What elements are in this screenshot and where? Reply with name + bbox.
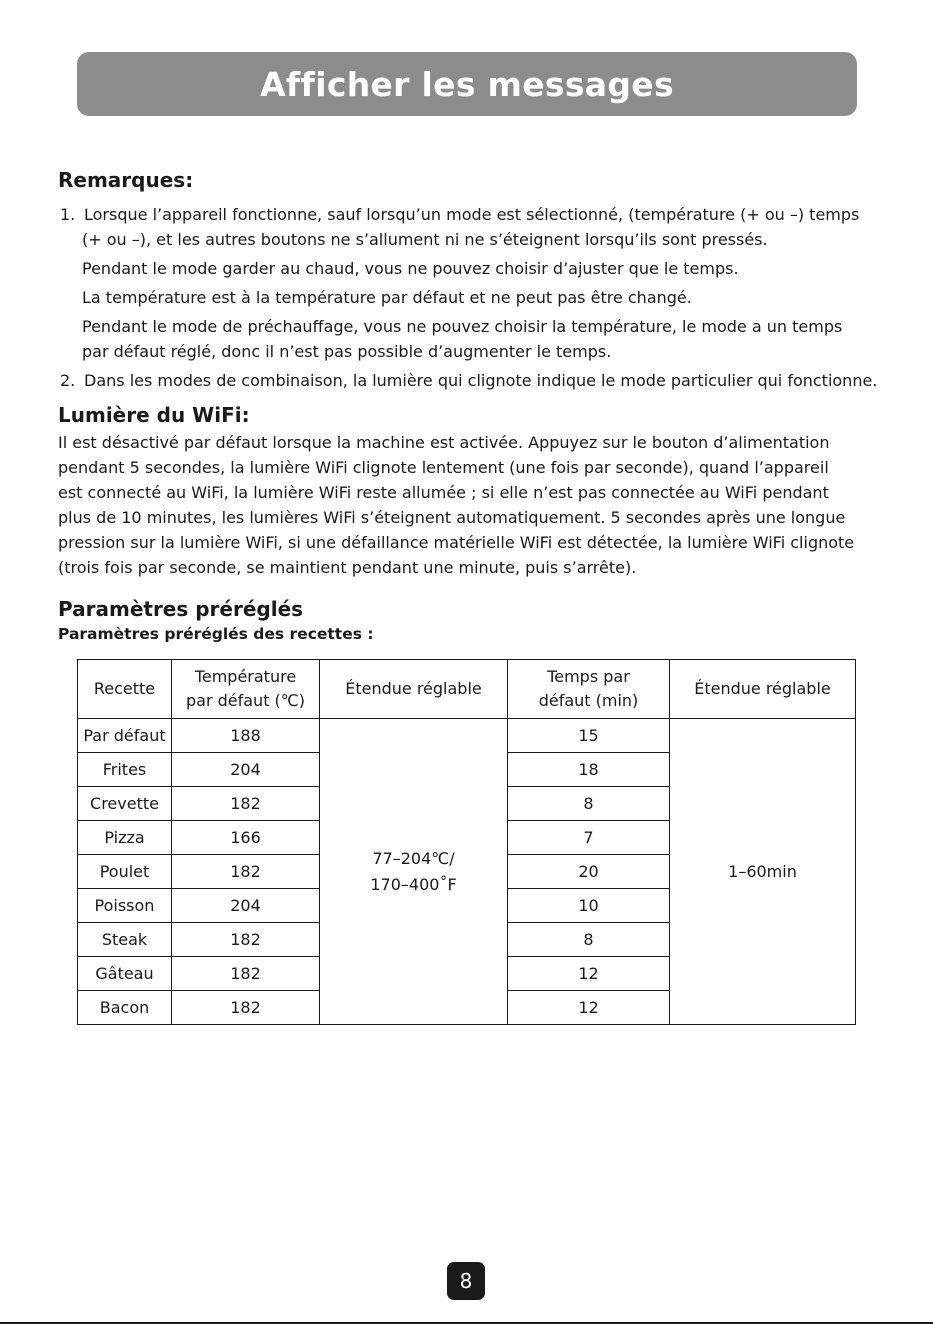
remark-line xyxy=(58,202,908,227)
time-cell: 12 xyxy=(508,991,670,1025)
title-banner xyxy=(77,52,857,116)
temp-range-fahrenheit: 170–400˚F xyxy=(370,874,457,894)
page-title: Afficher les messages xyxy=(260,64,674,104)
remark-text: Lorsque l’appareil fonctionne, sauf lorsqu’un mode est sélectionné, (température (+ ou –) temps xyxy=(84,205,860,224)
temp-cell: 182 xyxy=(172,923,320,957)
presets-subheading: Paramètres préréglés des recettes : xyxy=(58,625,374,643)
remarks-list xyxy=(58,202,908,393)
temp-cell: 182 xyxy=(172,957,320,991)
remarks-heading: Remarques: xyxy=(58,168,194,192)
recipe-cell: Gâteau xyxy=(78,957,172,991)
remark-text: Dans les modes de combinaison, la lumière qui clignote indique le mode particulier qui fonctionne. xyxy=(84,371,878,390)
column-header-line: par défaut (℃) xyxy=(185,691,305,710)
recipe-cell: Crevette xyxy=(78,787,172,821)
remark-text: Pendant le mode garder au chaud, vous ne pouvez choisir d’ajuster que le temps. xyxy=(82,259,739,278)
page-number: 8 xyxy=(459,1269,473,1293)
temp-cell: 166 xyxy=(172,821,320,855)
recipe-cell: Par défaut xyxy=(78,719,172,753)
time-cell: 10 xyxy=(508,889,670,923)
remark-number: 2. xyxy=(60,371,76,390)
wifi-line: pendant 5 secondes, la lumière WiFi clignote lentement (une fois par seconde), quand l’appareil xyxy=(58,458,829,477)
remark-text: (+ ou –), et les autres boutons ne s’allument ni ne s’éteignent lorsqu’ils sont pressés. xyxy=(82,230,768,249)
remark-number: 1. xyxy=(60,205,76,224)
remark-line xyxy=(58,314,908,339)
wifi-line: (trois fois par seconde, se maintient pendant une minute, puis s’arrête). xyxy=(58,558,637,577)
time-cell: 18 xyxy=(508,753,670,787)
remark-text: par défaut réglé, donc il n’est pas possible d’augmenter le temps. xyxy=(82,342,612,361)
wifi-line: Il est désactivé par défaut lorsque la machine est activée. Appuyez sur le bouton d’alimentation xyxy=(58,433,830,452)
wifi-paragraph xyxy=(58,430,908,580)
wifi-line: pression sur la lumière WiFi, si une défaillance matérielle WiFi est détectée, la lumière WiFi clignote xyxy=(58,533,855,552)
temp-cell: 188 xyxy=(172,719,320,753)
recipe-cell: Poisson xyxy=(78,889,172,923)
temp-cell: 204 xyxy=(172,889,320,923)
temp-cell: 182 xyxy=(172,991,320,1025)
time-cell: 7 xyxy=(508,821,670,855)
table-header-row xyxy=(78,660,856,719)
column-header-default-time xyxy=(508,660,670,719)
table-row xyxy=(78,719,856,753)
remark-line xyxy=(58,227,908,252)
temp-cell: 204 xyxy=(172,753,320,787)
column-header-line: Température xyxy=(194,667,297,686)
wifi-heading: Lumière du WiFi: xyxy=(58,403,250,427)
page-number-badge xyxy=(447,1262,485,1300)
temp-range-cell xyxy=(320,719,508,1025)
temp-cell: 182 xyxy=(172,787,320,821)
recipe-cell: Poulet xyxy=(78,855,172,889)
time-cell: 8 xyxy=(508,923,670,957)
time-range-cell: 1–60min xyxy=(670,719,856,1025)
presets-table xyxy=(77,659,856,1025)
wifi-line: plus de 10 minutes, les lumières WiFi s’éteignent automatiquement. 5 secondes après une longue xyxy=(58,508,846,527)
column-header-line: défaut (min) xyxy=(538,691,639,710)
column-header-default-temp xyxy=(172,660,320,719)
time-cell: 20 xyxy=(508,855,670,889)
column-header-time-range: Étendue réglable xyxy=(670,660,856,719)
time-cell: 15 xyxy=(508,719,670,753)
temp-range-celsius: 77–204℃/ xyxy=(372,848,455,868)
remark-line xyxy=(58,285,908,310)
remark-line xyxy=(58,339,908,364)
column-header-temp-range: Étendue réglable xyxy=(320,660,508,719)
remark-line xyxy=(58,256,908,281)
recipe-cell: Steak xyxy=(78,923,172,957)
remark-text: La température est à la température par défaut et ne peut pas être changé. xyxy=(82,288,692,307)
time-cell: 12 xyxy=(508,957,670,991)
time-cell: 8 xyxy=(508,787,670,821)
column-header-recipe: Recette xyxy=(78,660,172,719)
recipe-cell: Pizza xyxy=(78,821,172,855)
remark-line xyxy=(58,368,908,393)
remark-text: Pendant le mode de préchauffage, vous ne pouvez choisir la température, le mode a un temps xyxy=(82,317,843,336)
recipe-cell: Bacon xyxy=(78,991,172,1025)
wifi-line: est connecté au WiFi, la lumière WiFi reste allumée ; si elle n’est pas connectée au WiFi pendant xyxy=(58,483,829,502)
column-header-line: Temps par xyxy=(547,667,630,686)
presets-heading: Paramètres préréglés xyxy=(58,597,304,621)
recipe-cell: Frites xyxy=(78,753,172,787)
temp-cell: 182 xyxy=(172,855,320,889)
